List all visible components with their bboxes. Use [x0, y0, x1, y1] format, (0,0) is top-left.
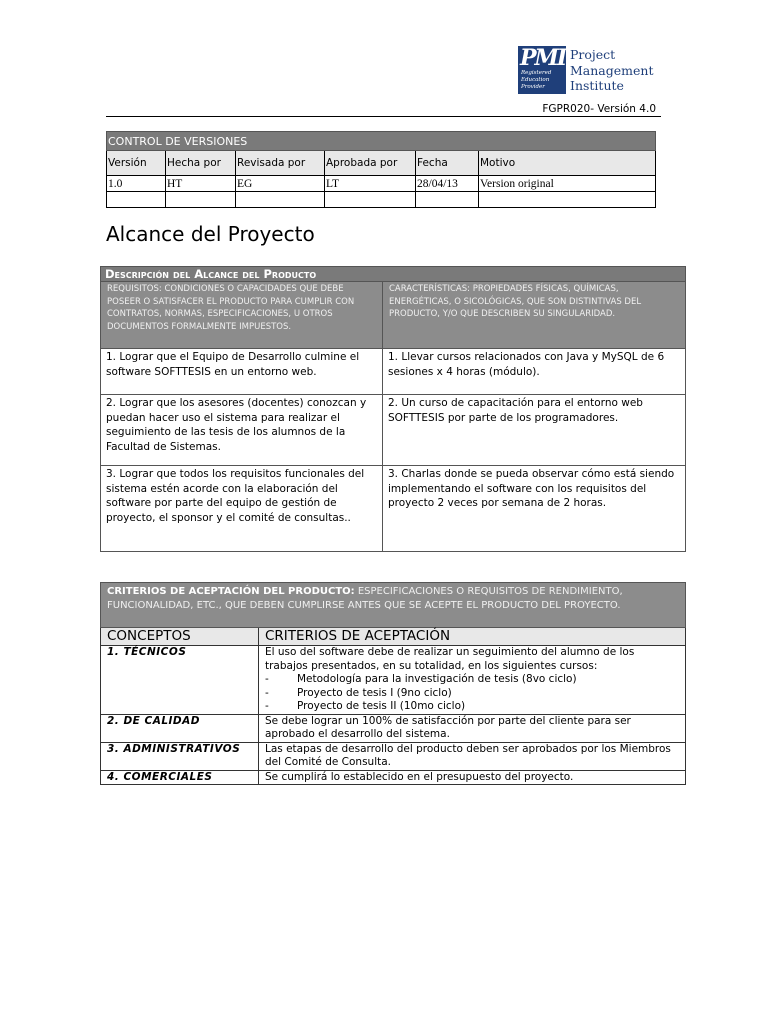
table-row: [101, 395, 686, 466]
requirement-cell: 2. Lograr que los asesores (docentes) conozcan y puedan hacer uso el sistema para realizar el seguimiento de las tesis de los alumnos de la Facultad de Sistemas.: [101, 395, 383, 466]
scope-heading: Descripción del Alcance del Producto: [101, 267, 686, 282]
characteristics-header: CARACTERÍSTICAS: PROPIEDADES FÍSICAS, QUÍMICAS, ENERGÉTICAS, O SICOLÓGICAS, QUE SON DISTINTIVAS DEL PRODUCTO, Y/O QUE DESCRIBEN SU SINGULARIDAD.: [383, 282, 686, 349]
version-col-header: Hecha por: [166, 151, 236, 176]
version-col-header: Motivo: [479, 151, 656, 176]
acceptance-criteria-table: [100, 582, 686, 785]
version-cell: LT: [325, 176, 416, 192]
pmi-logo: [518, 46, 653, 96]
table-row: [101, 349, 686, 395]
characteristic-cell: 1. Llevar cursos relacionados con Java y MySQL de 6 sesiones x 4 horas (módulo).: [383, 349, 686, 395]
concepts-header: CONCEPTOS: [101, 628, 259, 646]
table-row: [101, 742, 686, 770]
criteria-header: CRITERIOS DE ACEPTACIÓN: [259, 628, 686, 646]
list-item: - Metodología para la investigación de tesis (8vo ciclo): [265, 673, 679, 687]
table-row: [107, 176, 656, 192]
list-item: - Proyecto de tesis I (9no ciclo): [265, 687, 679, 701]
list-item: - Proyecto de tesis II (10mo ciclo): [265, 700, 679, 714]
header-divider: [106, 116, 661, 117]
scope-table: [100, 266, 686, 552]
version-cell: HT: [166, 176, 236, 192]
table-row: [101, 770, 686, 785]
concept-administrative: 3. ADMINISTRATIVOS: [101, 742, 259, 770]
characteristic-cell: 3. Charlas donde se pueda observar cómo está siendo implementando el software con los requisitos del proyecto 2 veces por semana de 2 horas.: [383, 466, 686, 552]
version-col-header: Revisada por: [236, 151, 325, 176]
criteria-administrative: Las etapas de desarrollo del producto deben ser aprobados por los Miembros del Comité de Consulta.: [259, 742, 686, 770]
concept-technical: 1. TÉCNICOS: [101, 646, 259, 715]
page-title: Alcance del Proyecto: [106, 222, 315, 246]
pmi-mark-text: PMI: [520, 45, 566, 71]
version-col-header: Versión: [107, 151, 166, 176]
version-col-header: Fecha: [416, 151, 479, 176]
criteria-commercial: Se cumplirá lo establecido en el presupuesto del proyecto.: [259, 770, 686, 785]
concept-quality: 2. DE CALIDAD: [101, 714, 259, 742]
requirement-cell: 1. Lograr que el Equipo de Desarrollo culmine el software SOFTTESIS en un entorno web.: [101, 349, 383, 395]
version-table-heading: CONTROL DE VERSIONES: [107, 132, 656, 151]
characteristic-cell: 2. Un curso de capacitación para el entorno web SOFTTESIS por parte de los programadores.: [383, 395, 686, 466]
criteria-heading: CRITERIOS DE ACEPTACIÓN DEL PRODUCTO: ESPECIFICACIONES O REQUISITOS DE RENDIMIENTO, FUNCIONALIDAD, ETC., QUE DEBEN CUMPLIRSE ANTES QUE SE ACEPTE EL PRODUCTO DEL PROYECTO.: [101, 583, 686, 628]
requirements-header: REQUISITOS: CONDICIONES O CAPACIDADES QUE DEBE POSEER O SATISFACER EL PRODUCTO PARA CUMPLIR CON CONTRATOS, NORMAS, ESPECIFICACIONES, U OTROS DOCUMENTOS FORMALMENTE IMPUESTOS.: [101, 282, 383, 349]
table-row: [101, 466, 686, 552]
pmi-logo-mark: [518, 46, 566, 94]
table-row: [101, 646, 686, 715]
version-control-table: [106, 131, 656, 208]
requirement-cell: 3. Lograr que todos los requisitos funcionales del sistema estén acorde con la elaboración del software por parte del equipo de gestión de proyecto, el sponsor y el comité de consultas..: [101, 466, 383, 552]
table-row: [107, 192, 656, 208]
pmi-logo-text: Project Management Institute: [570, 47, 654, 93]
version-col-header: Aprobada por: [325, 151, 416, 176]
criteria-technical: El uso del software debe de realizar un seguimiento del alumno de los trabajos presentados, en su totalidad, en los siguientes cursos: - Metodología para la investigación de tesis (8vo ciclo) - Proyecto de tesis I (9no ciclo) - Proyecto de tesis II (10mo ciclo): [259, 646, 686, 715]
document-id: FGPR020- Versión 4.0: [542, 103, 656, 115]
version-cell: EG: [236, 176, 325, 192]
registered-provider-text: Registered Education Provider: [521, 70, 552, 90]
table-row: [101, 714, 686, 742]
version-cell: 1.0: [107, 176, 166, 192]
criteria-quality: Se debe lograr un 100% de satisfacción por parte del cliente para ser aprobado el desarrollo del sistema.: [259, 714, 686, 742]
version-cell: 28/04/13: [416, 176, 479, 192]
version-cell: Version original: [479, 176, 656, 192]
concept-commercial: 4. COMERCIALES: [101, 770, 259, 785]
